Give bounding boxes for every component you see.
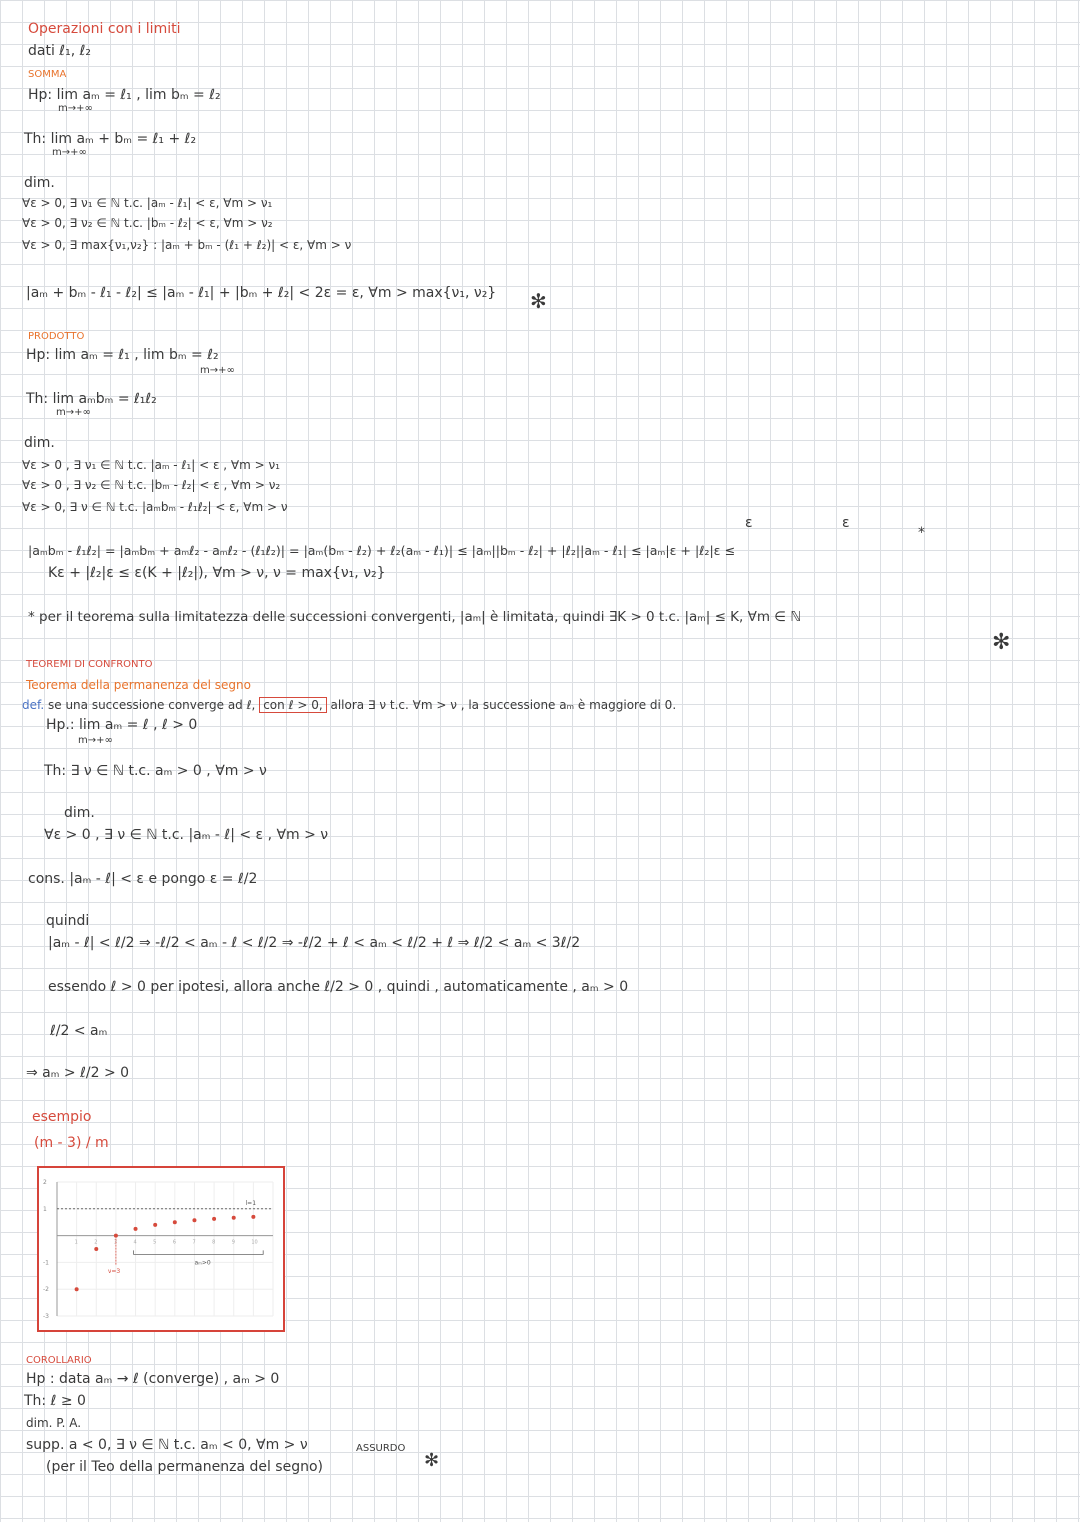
dim-label: dim.: [24, 435, 55, 451]
proof-line: (per il Teo della permanenza del segno): [46, 1459, 324, 1475]
hp-prodotto-subscript: m→+∞: [200, 365, 235, 376]
chart-region-label: aₘ>0: [194, 1259, 211, 1267]
heading-corollario: COROLLARIO: [26, 1355, 92, 1366]
hp-somma-subscript: m→+∞: [58, 103, 93, 114]
end-proof-mark: ✻: [424, 1450, 440, 1471]
chart-point: [251, 1215, 255, 1219]
chart-point: [153, 1223, 157, 1227]
chart-x-tick-label: 1: [74, 1239, 78, 1246]
proof-line: ∀ε > 0 , ∃ ν ∈ ℕ t.c. |aₘ - ℓ| < ε , ∀m > ν: [44, 827, 329, 843]
chart-point: [75, 1287, 79, 1291]
hp-corollario: Hp : data aₘ → ℓ (converge) , aₘ > 0: [26, 1371, 280, 1387]
heading-permanenza-segno: Teorema della permanenza del segno: [26, 678, 251, 692]
chart-point: [232, 1216, 236, 1220]
end-proof-mark: ✻: [992, 630, 1011, 655]
annotation-epsilon: ε: [842, 515, 850, 531]
chart-nu-label: ν=3: [108, 1268, 121, 1276]
chart-x-tick-label: 4: [133, 1239, 137, 1246]
chart-x-tick-label: 6: [172, 1239, 177, 1246]
chart-point: [173, 1220, 177, 1224]
chart-y-tick-label: 1: [43, 1205, 47, 1213]
chart-point: [212, 1217, 216, 1221]
esempio-label: esempio: [32, 1109, 92, 1125]
section-title-operazioni: Operazioni con i limiti: [28, 21, 181, 37]
chart-x-tick-label: 3: [113, 1239, 118, 1246]
heading-somma: SOMMA: [28, 69, 67, 80]
th-permanenza: Th: ∃ ν ∈ ℕ t.c. aₘ > 0 , ∀m > ν: [44, 763, 267, 779]
chart-asymptote-label: l=1: [245, 1199, 257, 1207]
th-corollario: Th: ℓ ≥ 0: [24, 1393, 86, 1409]
proof-line: ∀ε > 0 , ∃ ν₂ ∈ ℕ t.c. |bₘ - ℓ₂| < ε , ∀m > ν₂: [22, 478, 281, 492]
chart-point: [134, 1227, 138, 1231]
proof-line: ∀ε > 0 , ∃ ν₁ ∈ ℕ t.c. |aₘ - ℓ₁| < ε , ∀m > ν₁: [22, 458, 280, 472]
hp-prodotto: Hp: lim aₘ = ℓ₁ , lim bₘ = ℓ₂: [26, 347, 219, 363]
footnote: * per il teorema sulla limitatezza delle successioni convergenti, |aₘ| è limitata, quindi ∃K > 0 t.c. |aₘ| ≤ K, ∀m ∈ ℕ: [28, 609, 802, 625]
heading-prodotto: PRODOTTO: [28, 331, 85, 342]
proof-line: cons. |aₘ - ℓ| < ε e pongo ε = ℓ/2: [28, 871, 258, 887]
proof-line: quindi: [46, 913, 90, 929]
absurd-label: ASSURDO: [356, 1443, 406, 1454]
annotation-epsilon: ε: [745, 515, 753, 531]
chart-point: [94, 1247, 98, 1251]
th-prodotto-subscript: m→+∞: [56, 407, 91, 418]
chart-positive-bracket: [134, 1250, 264, 1254]
proof-line: ∀ε > 0, ∃ ν₂ ∈ ℕ t.c. |bₘ - ℓ₂| < ε, ∀m > ν₂: [22, 216, 273, 230]
def-text: se una successione converge ad ℓ,: [48, 698, 256, 712]
th-somma-subscript: m→+∞: [52, 147, 87, 158]
chart-x-tick-label: 8: [212, 1239, 216, 1246]
hp-somma: Hp: lim aₘ = ℓ₁ , lim bₘ = ℓ₂: [28, 87, 221, 103]
proof-line: ∀ε > 0, ∃ ν ∈ ℕ t.c. |aₘbₘ - ℓ₁ℓ₂| < ε, ∀m > ν: [22, 500, 288, 514]
esempio-formula: (m - 3) / m: [34, 1135, 109, 1151]
chart-point: [192, 1218, 196, 1222]
proof-conclusion: |aₘbₘ - ℓ₁ℓ₂| = |aₘbₘ + aₘℓ₂ - aₘℓ₂ - (ℓ₁ℓ₂)| = |aₘ(bₘ - ℓ₂) + ℓ₂(aₘ - ℓ₁)| ≤ |aₘ||bₘ - ℓ₂| + |ℓ₂||aₘ - ℓ₁| ≤ |aₘ|ε + |ℓ₂|ε ≤: [28, 543, 736, 558]
end-proof-mark: ✻: [530, 289, 547, 313]
dim-label: dim. P. A.: [26, 1416, 82, 1430]
chart-x-tick-label: 7: [192, 1239, 196, 1246]
proof-line: ∀ε > 0, ∃ max{ν₁,ν₂} : |aₘ + bₘ - (ℓ₁ + ℓ₂)| < ε, ∀m > ν: [22, 238, 352, 252]
proof-line: essendo ℓ > 0 per ipotesi, allora anche ℓ/2 > 0 , quindi , automaticamente , aₘ > 0: [48, 979, 629, 995]
line-dati: dati ℓ₁, ℓ₂: [28, 43, 91, 59]
chart-x-tick-label: 10: [251, 1239, 258, 1246]
chart-x-tick-label: 9: [231, 1239, 235, 1246]
hp-permanenza-subscript: m→+∞: [78, 735, 113, 746]
proof-conclusion: |aₘ + bₘ - ℓ₁ - ℓ₂| ≤ |aₘ - ℓ₁| + |bₘ + ℓ₂| < 2ε = ε, ∀m > max{ν₁, ν₂}: [26, 285, 497, 301]
example-chart: [37, 1166, 285, 1332]
heading-teoremi-confronto: TEOREMI DI CONFRONTO: [26, 659, 153, 670]
proof-conclusion: ⇒ aₘ > ℓ/2 > 0: [26, 1065, 130, 1081]
chart-y-tick-label: -1: [43, 1259, 49, 1267]
def-text-cont: allora ∃ ν t.c. ∀m > ν , la successione aₘ è maggiore di 0.: [330, 698, 677, 712]
proof-inequality-chain: |aₘ - ℓ| < ℓ/2 ⇒ -ℓ/2 < aₘ - ℓ < ℓ/2 ⇒ -ℓ/2 + ℓ < aₘ < ℓ/2 + ℓ ⇒ ℓ/2 < aₘ < 3ℓ/2: [48, 935, 581, 951]
chart-x-tick-label: 5: [153, 1239, 157, 1246]
def-label: def.: [22, 698, 45, 712]
dim-label: dim.: [24, 175, 55, 191]
th-somma: Th: lim aₘ + bₘ = ℓ₁ + ℓ₂: [24, 131, 197, 147]
proof-line: ℓ/2 < aₘ: [50, 1023, 108, 1039]
chart-x-tick-label: 2: [94, 1239, 98, 1246]
chart-y-tick-label: 2: [43, 1179, 47, 1186]
hp-permanenza: Hp.: lim aₘ = ℓ , ℓ > 0: [46, 717, 198, 733]
dim-label: dim.: [64, 805, 95, 821]
chart-y-tick-label: -2: [43, 1286, 49, 1294]
def-boxed-condition: con ℓ > 0,: [259, 697, 326, 713]
proof-line: supp. a < 0, ∃ ν ∈ ℕ t.c. aₘ < 0, ∀m > ν: [26, 1437, 308, 1453]
annotation-star: *: [918, 525, 925, 541]
chart-point: [114, 1234, 118, 1238]
example-chart-svg: [39, 1168, 283, 1330]
proof-conclusion-cont: Kε + |ℓ₂|ε ≤ ε(K + |ℓ₂|), ∀m > ν, ν = max{ν₁, ν₂}: [48, 565, 386, 581]
definition-line: [22, 696, 676, 714]
chart-y-tick-label: -3: [43, 1313, 49, 1320]
proof-line: ∀ε > 0, ∃ ν₁ ∈ ℕ t.c. |aₘ - ℓ₁| < ε, ∀m > ν₁: [22, 196, 273, 210]
th-prodotto: Th: lim aₘbₘ = ℓ₁ℓ₂: [26, 391, 157, 407]
